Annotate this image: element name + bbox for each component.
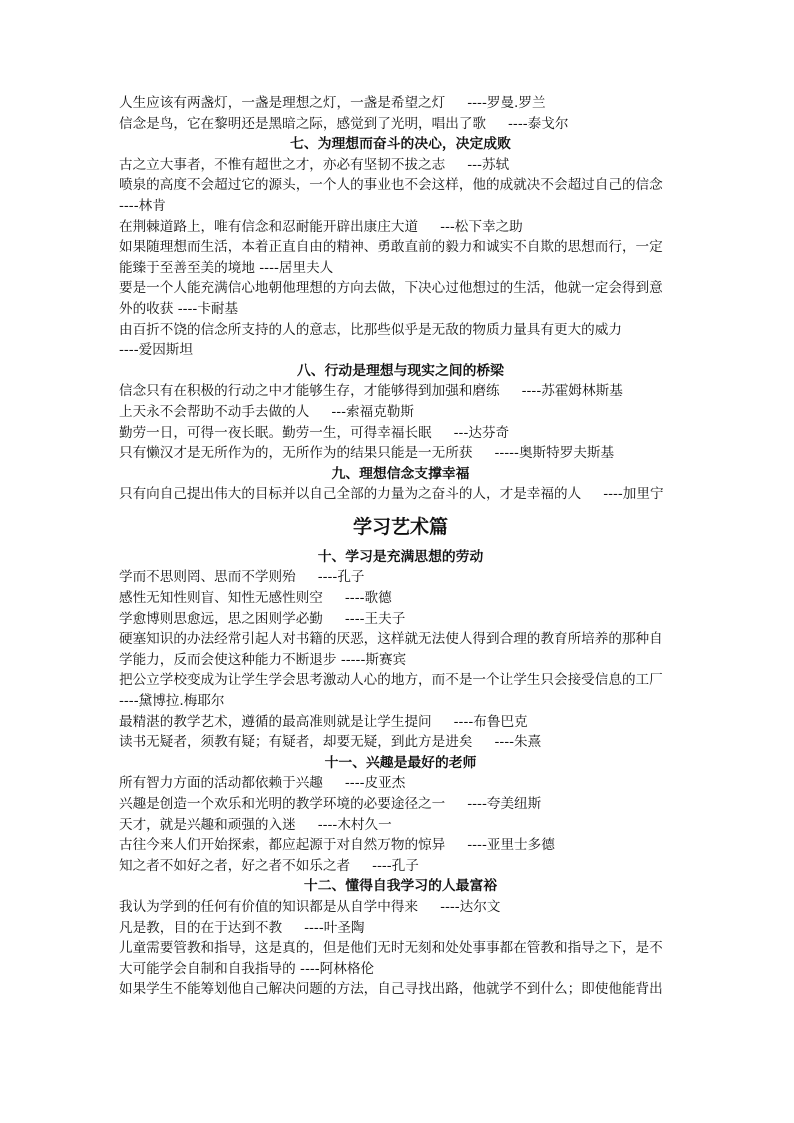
quote-line: [119, 835, 682, 856]
quote-text: 知之者不如好之者，好之者不如乐之者: [119, 857, 351, 874]
quote-line: ----林肯: [119, 197, 166, 214]
quote-line: 硬塞知识的办法经常引起人对书籍的厌恶，这样就无法使人得到合理的教育所培养的那种自: [119, 631, 663, 648]
quote-author: ---松下幸之助: [440, 218, 523, 235]
quote-line: 外的收获 ----卡耐基: [119, 300, 239, 317]
quote-line: [119, 381, 682, 402]
section-heading: 八、行动是理想与现实之间的桥梁: [297, 362, 504, 379]
quote-author: ----皮亚杰: [344, 775, 406, 792]
quote-text: 所有智力方面的活动都依赖于兴趣: [119, 775, 323, 792]
quote-text: 学愈博则思愈远，思之困则学必勤: [119, 610, 323, 627]
quote-line: [119, 794, 682, 815]
quote-author: ----孔子: [317, 569, 365, 586]
quote-author: ----罗曼.罗兰: [467, 95, 546, 111]
quote-text: 信念只有在积极的行动之中才能够生存，才能够得到加强和磨练: [119, 383, 500, 400]
quote-text: 古往今来人们开始探索，都应起源于对自然万物的惊异: [119, 837, 446, 854]
quote-line: [119, 93, 682, 114]
quote-line: ----爱因斯坦: [119, 342, 193, 359]
quote-text: 读书无疑者，须教有疑；有疑者，却要无疑，到此方是进矣: [119, 734, 473, 751]
quote-text: 如果学生不能筹划他自己解决问题的方法，自己寻找出路，他就学不到什么；即使他能背出: [119, 981, 663, 998]
quote-line: 喷泉的高度不会超过它的源头，一个人的事业也不会这样，他的成就决不会超过自己的信念: [119, 177, 663, 194]
quote-author: -----奥斯特罗夫斯基: [494, 445, 615, 462]
quote-author: ----泰戈尔: [508, 115, 569, 132]
quote-text: 感性无知性则盲、知性无感性则空: [119, 590, 323, 607]
quote-line: 要是一个人能充满信心地朝他理想的方向去做，下决心过他想过的生活，他就一定会得到意: [119, 280, 663, 297]
section-heading: 十二、懂得自我学习的人最富裕: [303, 878, 498, 895]
quote-line: [119, 732, 682, 753]
quote-author: ---苏轼: [467, 156, 510, 173]
quote-text: 兴趣是创造一个欢乐和光明的教学环境的必要途径之一: [119, 796, 446, 812]
quote-line: [119, 217, 682, 238]
quote-author: ----加里宁: [603, 486, 664, 503]
quote-author: ---索福克勒斯: [331, 403, 414, 420]
quote-line: [119, 856, 682, 877]
quote-line: [119, 588, 682, 609]
quote-text: 信念是鸟，它在黎明还是黑暗之际，感觉到了光明，唱出了歌: [119, 115, 487, 132]
quote-author: ----叶圣陶: [304, 919, 365, 936]
quote-author: ----木村久一: [317, 816, 392, 833]
quote-line: 把公立学校变成为让学生学会思考激动人心的地方，而不是一个让学生只会接受信息的工厂: [119, 672, 663, 689]
quote-author: ----布鲁巴克: [453, 713, 528, 730]
quote-text: 人生应该有两盏灯，一盏是理想之灯，一盏是希望之灯: [119, 95, 446, 111]
quote-author: ----孔子: [372, 857, 419, 874]
quote-author: ----朱熹: [494, 734, 542, 751]
section-heading: 十、学习是充满思想的劳动: [317, 548, 484, 565]
quote-line: [119, 484, 682, 505]
quote-text: 天才，就是兴趣和顽强的入迷: [119, 816, 296, 833]
quote-line: [119, 815, 682, 836]
quote-line: ----黛博拉.梅耶尔: [119, 693, 225, 710]
quote-line: [119, 773, 682, 794]
quote-author: ----苏霍姆林斯基: [521, 383, 623, 400]
quote-text: 学而不思则罔、思而不学则殆: [119, 569, 296, 586]
quote-line: [119, 443, 682, 464]
quote-line: [119, 609, 682, 630]
quote-text: 勤劳一日，可得一夜长眠。勤劳一生，可得幸福长眠: [119, 424, 432, 441]
quote-author: ----夸美纽斯: [467, 796, 542, 812]
quote-line: [119, 423, 682, 444]
quote-line: 学能力，反而会使这种能力不断退步 -----斯赛宾: [119, 651, 407, 668]
quote-text: 上天永不会帮助不动手去做的人: [119, 403, 310, 420]
section-heading: 九、理想信念支撑幸福: [331, 465, 470, 482]
quote-author: ---达芬奇: [453, 424, 510, 441]
quote-line: [119, 712, 682, 733]
quote-line: 大可能学会自制和自我指导的 ----阿林格伦: [119, 960, 375, 977]
quote-line: 儿童需要管教和指导，这是真的，但是他们无时无刻和处处事事都在管教和指导之下，是不: [119, 940, 663, 957]
quote-text: 最精湛的教学艺术，遵循的最高准则就是让学生提问: [119, 713, 432, 730]
quote-text: 古之立大事者，不惟有超世之才，亦必有坚韧不拔之志: [119, 156, 446, 173]
quote-text: 在荆棘道路上，唯有信念和忍耐能开辟出康庄大道: [119, 218, 419, 235]
section-heading: 七、为理想而奋斗的决心，决定成败: [290, 136, 511, 153]
quote-text: 我认为学到的任何有价值的知识都是从自学中得来: [119, 898, 419, 915]
quote-text: 凡是教，目的在于达到不教: [119, 919, 283, 936]
quote-line: 能臻于至善至美的境地 ----居里夫人: [119, 259, 334, 276]
quote-line: 由百折不饶的信念所支持的人的意志，比那些似乎是无敌的物质力量具有更大的威力: [119, 321, 622, 338]
quote-author: ----达尔文: [440, 898, 501, 915]
section-heading: 十一、兴趣是最好的老师: [324, 754, 477, 771]
quote-line: [119, 979, 682, 1000]
quote-line: 如果随理想而生活，本着正直自由的精神、勇敢直前的毅力和诚实不自欺的思想而行，一定: [119, 239, 663, 256]
quote-line: [119, 918, 682, 939]
quote-text: 只有懒汉才是无所作为的，无所作为的结果只能是一无所获: [119, 445, 473, 462]
quote-line: [119, 114, 682, 135]
part-title: 学习艺术篇: [352, 515, 448, 538]
quote-line: [119, 897, 682, 918]
quote-line: [119, 155, 682, 176]
quote-text: 只有向自己提出伟大的目标并以自己全部的力量为之奋斗的人，才是幸福的人: [119, 486, 582, 503]
quote-author: ----王夫子: [344, 610, 406, 627]
quote-line: [119, 402, 682, 423]
quote-author: ----歌德: [344, 590, 392, 607]
quote-author: ----亚里士多德: [467, 837, 555, 854]
quote-line: [119, 567, 682, 588]
